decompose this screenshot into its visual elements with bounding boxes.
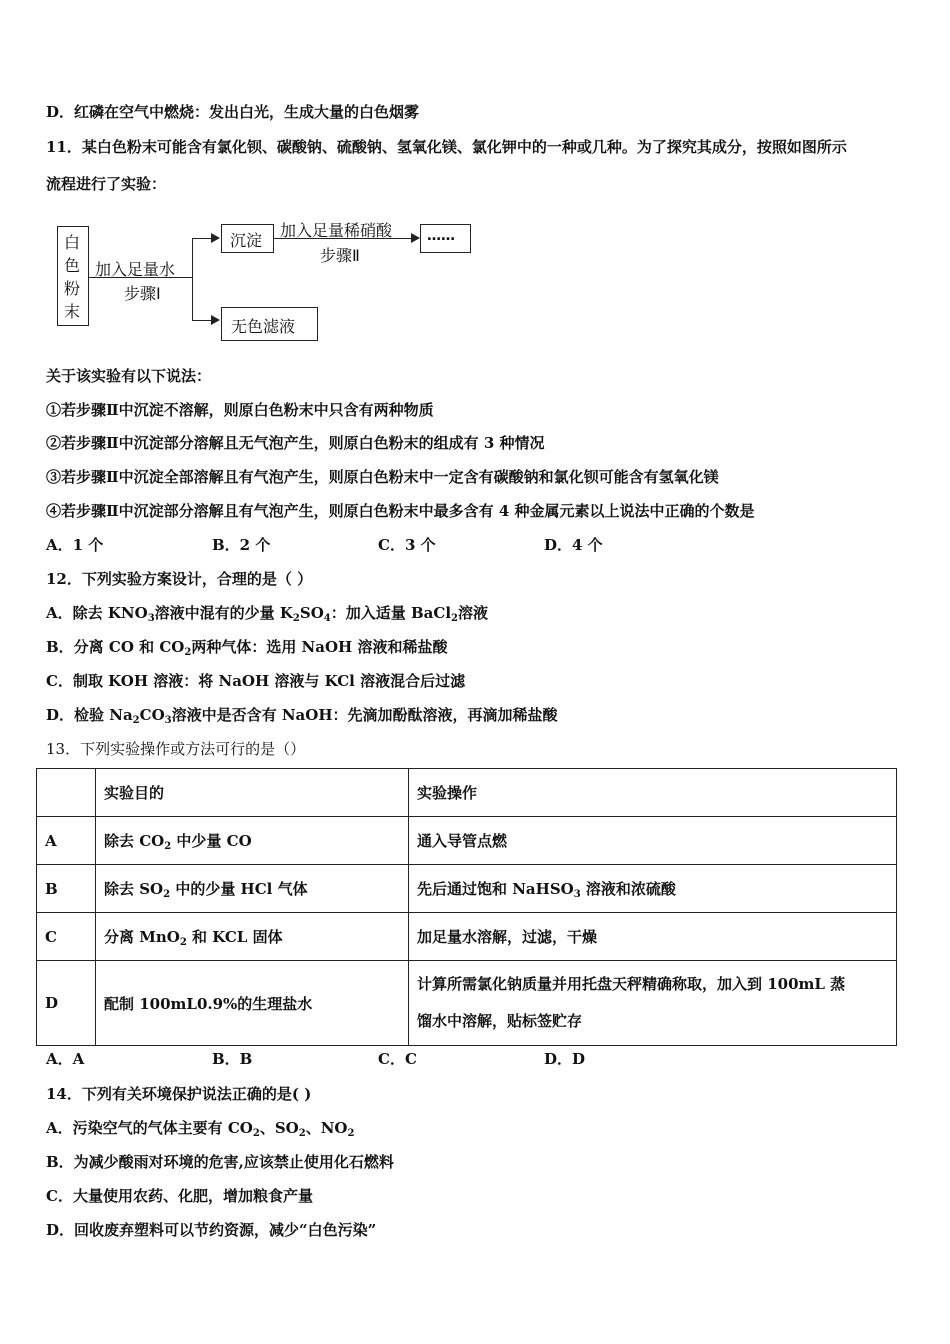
flow-line-to-filtrate — [192, 320, 212, 321]
q11-statement: ③若步骤Ⅱ中沉淀全部溶解且有气泡产生，则原白色粉末中一定含有碳酸钠和氯化钡可能含有氢氧化镁 — [46, 468, 719, 486]
q14-stem: 14．下列有关环境保护说法正确的是( ) — [46, 1085, 312, 1103]
q14-option-a: A．污染空气的气体主要有 $CO_2$、$SO_2$、$NO_2$ — [46, 1119, 355, 1139]
row-label: B — [37, 865, 96, 913]
flow-step2-name: 步骤Ⅱ — [320, 246, 360, 265]
flow-filtrate-label: 无色滤液 — [231, 317, 296, 336]
q11-options — [46, 535, 710, 555]
q12-option-a: A．除去 $KNO_3$溶液中混有的少量 $K_2SO_4$：加入适量 BaCl$_2$溶液 — [46, 604, 489, 624]
q11-option-a: A．1 个 — [46, 536, 104, 554]
q13-table — [36, 768, 897, 1046]
table-header-cell: 实验目的 — [96, 769, 409, 817]
q11-stem-line2: 流程进行了实验： — [46, 175, 167, 193]
row-purpose: 除去 $CO_2$ 中少量 CO — [96, 817, 409, 865]
row-operation: 计算所需氯化钠质量并用托盘天秤精确称取，加入到 100mL 蒸 馏水中溶解，贴标签贮存 — [409, 961, 897, 1046]
row-operation: 先后通过饱和 NaHSO$_3$ 溶液和浓硫酸 — [409, 865, 897, 913]
q11-statement: ①若步骤Ⅱ中沉淀不溶解，则原白色粉末中只含有两种物质 — [46, 401, 434, 419]
table-row — [37, 913, 897, 961]
row-label: D — [37, 961, 96, 1046]
q11-stem-line1: 11．某白色粉末可能含有氯化钡、碳酸钠、硫酸钠、氢氧化镁、氯化钾中的一种或几种。为了探究其成分，按照如图所示 — [46, 138, 847, 156]
q13-option-c: C．C — [378, 1050, 417, 1068]
flow-start-box — [57, 226, 89, 326]
q13-stem: 13．下列实验操作或方法可行的是（） — [46, 740, 306, 758]
q12-option-c: C．制取 KOH 溶液：将 NaOH 溶液与 KCl 溶液混合后过滤 — [46, 672, 466, 690]
flow-step1-name: 步骤Ⅰ — [124, 284, 161, 303]
arrow-right-icon — [411, 233, 420, 243]
q12-stem: 12．下列实验方案设计，合理的是（ ） — [46, 570, 313, 588]
row-operation: 加足量水溶解，过滤，干燥 — [409, 913, 897, 961]
row-label: C — [37, 913, 96, 961]
table-row — [37, 817, 897, 865]
q12-option-d: D．检验 $Na_2CO_3$溶液中是否含有 NaOH：先滴加酚酞溶液，再滴加稀盐酸 — [46, 706, 558, 726]
q12-option-b: B．分离 CO 和 $CO_2$两种气体：选用 NaOH 溶液和稀盐酸 — [46, 638, 448, 658]
arrow-right-icon — [211, 233, 220, 243]
flow-step1-label: 加入足量水 — [95, 260, 176, 279]
q13-option-d: D．D — [544, 1050, 586, 1068]
q11-option-b: B．2 个 — [212, 536, 271, 554]
flow-start-char: 色 — [64, 256, 81, 275]
flow-filtrate-box — [221, 307, 318, 341]
flow-result-label: …… — [427, 228, 455, 244]
flow-result-box — [420, 224, 471, 253]
table-header-row — [37, 769, 897, 817]
q11-statement: ④若步骤Ⅱ中沉淀部分溶解且有气泡产生，则原白色粉末中最多含有 4 种金属元素以上说法中正确的个数是 — [46, 502, 755, 520]
arrow-right-icon — [211, 315, 220, 325]
q14-option-b: B．为减少酸雨对环境的危害,应该禁止使用化石燃料 — [46, 1153, 394, 1171]
q13-options — [46, 1049, 710, 1069]
q11-intro: 关于该实验有以下说法： — [46, 367, 212, 385]
table-row — [37, 865, 897, 913]
q13-option-b: B．B — [212, 1050, 253, 1068]
row-purpose: 除去 $SO_2$ 中的少量 HCl 气体 — [96, 865, 409, 913]
q11-option-d: D．4 个 — [544, 536, 603, 554]
table-header-cell: 实验操作 — [409, 769, 897, 817]
flow-start-char: 粉 — [64, 279, 81, 298]
flow-start-char: 末 — [64, 302, 81, 321]
flow-line-to-precipitate — [192, 238, 212, 239]
q14-option-d: D．回收废弃塑料可以节约资源，减少“白色污染” — [46, 1221, 377, 1239]
flow-branch-line — [192, 238, 193, 320]
table-row — [37, 961, 897, 1046]
table-header-cell — [37, 769, 96, 817]
row-operation: 通入导管点燃 — [409, 817, 897, 865]
flow-step2-label: 加入足量稀硝酸 — [280, 221, 393, 240]
row-purpose: 分离 MnO$_2$ 和 KCL 固体 — [96, 913, 409, 961]
flow-precipitate-box — [221, 224, 274, 253]
q10-option-d: D．红磷在空气中燃烧：发出白光，生成大量的白色烟雾 — [46, 103, 420, 121]
row-label: A — [37, 817, 96, 865]
q11-option-c: C．3 个 — [378, 536, 436, 554]
row-purpose: 配制 100mL0.9%的生理盐水 — [96, 961, 409, 1046]
flow-precipitate-label: 沉淀 — [230, 231, 263, 250]
q14-option-c: C．大量使用农药、化肥，增加粮食产量 — [46, 1187, 313, 1205]
q13-option-a: A．A — [46, 1050, 85, 1068]
q11-statement: ②若步骤Ⅱ中沉淀部分溶解且无气泡产生，则原白色粉末的组成有 3 种情况 — [46, 434, 545, 452]
flow-start-char: 白 — [64, 233, 81, 252]
